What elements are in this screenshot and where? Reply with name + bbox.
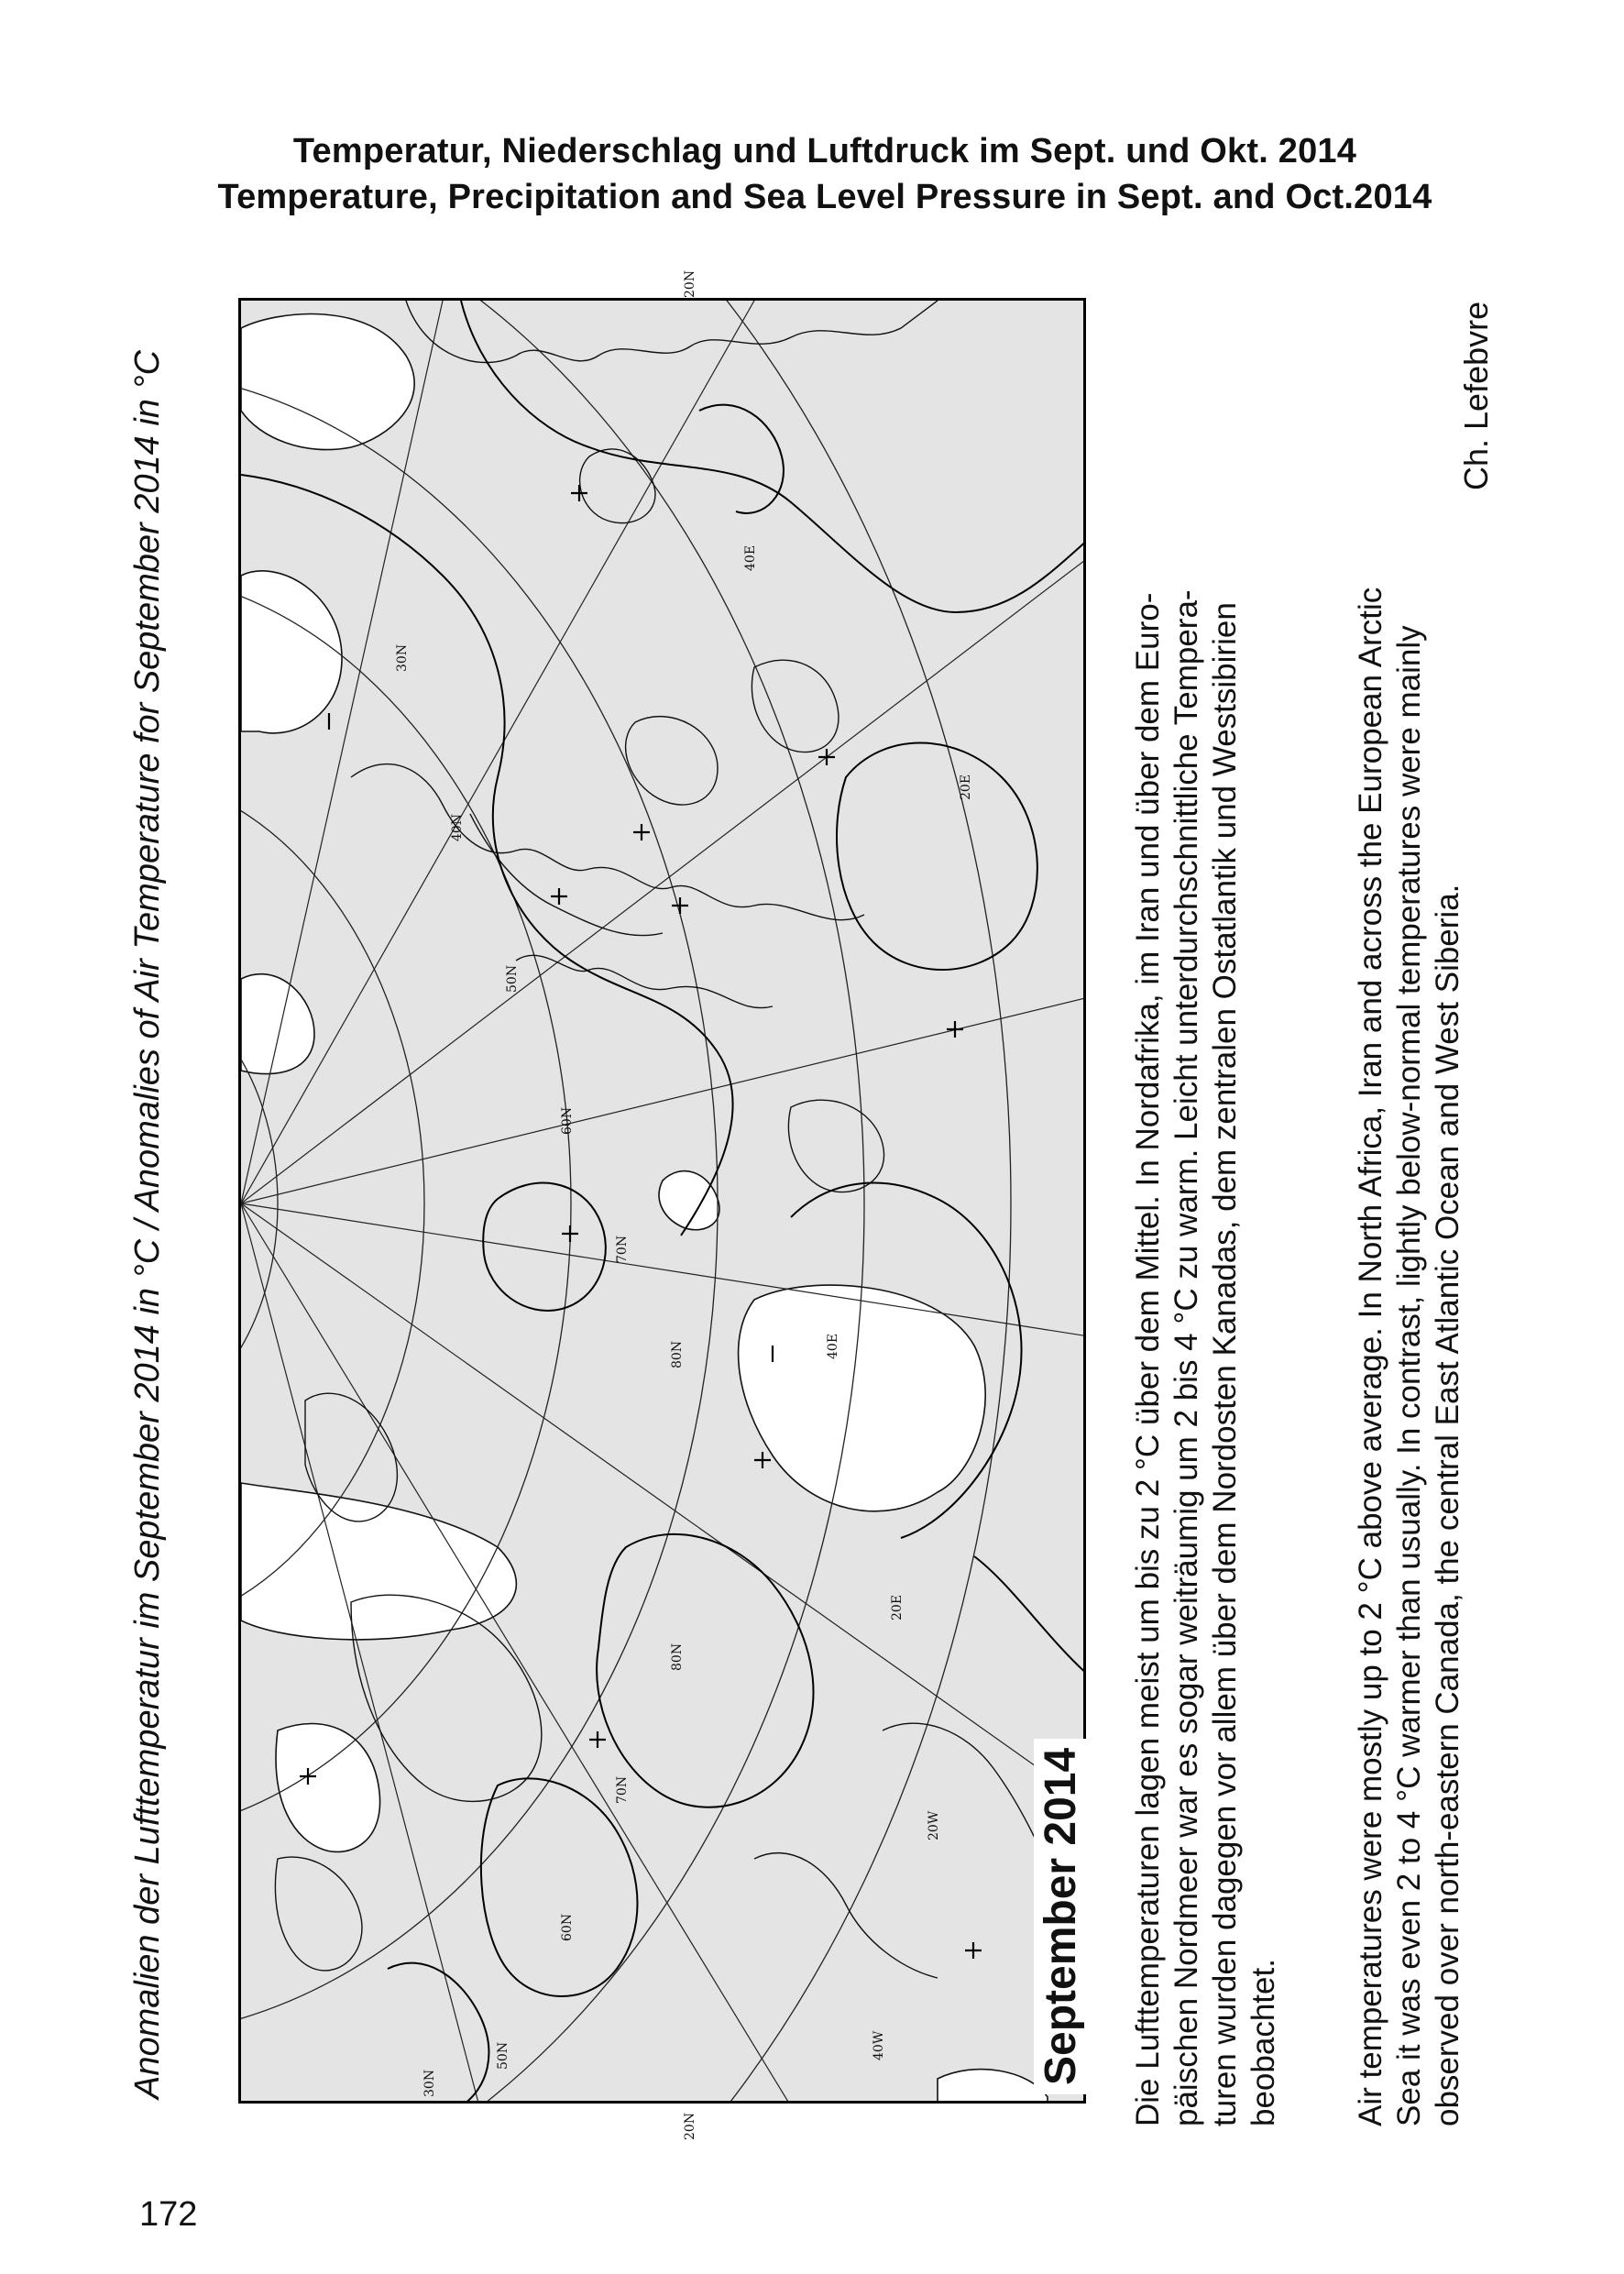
lat-label: 60N bbox=[560, 1106, 575, 1135]
lon-label: 40E bbox=[743, 544, 758, 571]
author: Ch. Lefebvre bbox=[1457, 301, 1495, 490]
lon-label: 40E bbox=[826, 1333, 840, 1359]
coastlines bbox=[275, 301, 1066, 1978]
lon-label: 40W bbox=[872, 2030, 886, 2060]
lat-label: 70N bbox=[615, 1235, 630, 1263]
lat-label: 70N bbox=[615, 1775, 630, 1804]
lat-label: 30N bbox=[395, 643, 410, 672]
paragraph-line: beobachtet. bbox=[1245, 1959, 1281, 2126]
month-label: September 2014 bbox=[1034, 1739, 1088, 2094]
anomaly-sign-markers bbox=[300, 485, 982, 1959]
title-english: Temperature, Precipitation and Sea Level Pressure in Sept. and Oct.2014 bbox=[217, 178, 1432, 216]
lat-label: 80N bbox=[670, 1642, 685, 1671]
lat-label: 50N bbox=[505, 964, 520, 993]
figure-caption: Anomalien der Lufttemperatur im September 2014 in °C / Anomalies of Air Temperature for September 2014 in °C bbox=[128, 349, 167, 2099]
outer-label-top: 20N bbox=[683, 269, 697, 298]
lat-label: 30N bbox=[422, 2069, 437, 2097]
paragraph-line: turen wurden dagegen vor allem über dem Nordosten Kanadas, dem zentralen Ostatlantik und Westsibirien bbox=[1207, 602, 1243, 2126]
anomaly-map bbox=[238, 298, 1086, 2104]
paragraph-english bbox=[1352, 588, 1467, 2126]
map-canvas bbox=[241, 301, 1086, 2104]
lat-label: 80N bbox=[670, 1340, 685, 1368]
outer-label-bottom: 20N bbox=[683, 2112, 697, 2140]
paragraph-line: Sea it was even 2 to 4 °C warmer than usually. In contrast, lightly below-normal temperatures were mainly bbox=[1391, 625, 1427, 2126]
lon-label: 20W bbox=[927, 1810, 941, 1840]
paragraph-line: observed over north-eastern Canada, the central East Atlantic Ocean and West Siberia. bbox=[1430, 884, 1465, 2126]
paragraph-line: Air temperatures were mostly up to 2 °C above average. In North Africa, Iran and across the European Arctic bbox=[1353, 587, 1388, 2126]
lon-label: 20E bbox=[959, 774, 973, 800]
lon-label: 20E bbox=[890, 1594, 905, 1620]
paragraph-line: Die Lufttemperaturen lagen meist um bis zu 2 °C über dem Mittel. In Nordafrika, im Iran und über dem Euro- bbox=[1130, 592, 1166, 2126]
lat-label: 50N bbox=[496, 2041, 510, 2070]
title-german: Temperatur, Niederschlag und Luftdruck im Sept. und Okt. 2014 bbox=[292, 132, 1357, 170]
paragraph-german bbox=[1129, 589, 1283, 2126]
lat-label: 60N bbox=[560, 1913, 575, 1941]
paragraph-line: päischen Nordmeer war es sogar weiträumig um 2 bis 4 °C zu warm. Leicht unterdurchschnittliche Tempera- bbox=[1169, 589, 1204, 2126]
page-number: 172 bbox=[139, 2195, 198, 2234]
lat-label: 40N bbox=[450, 813, 465, 841]
page-header bbox=[110, 128, 1540, 220]
